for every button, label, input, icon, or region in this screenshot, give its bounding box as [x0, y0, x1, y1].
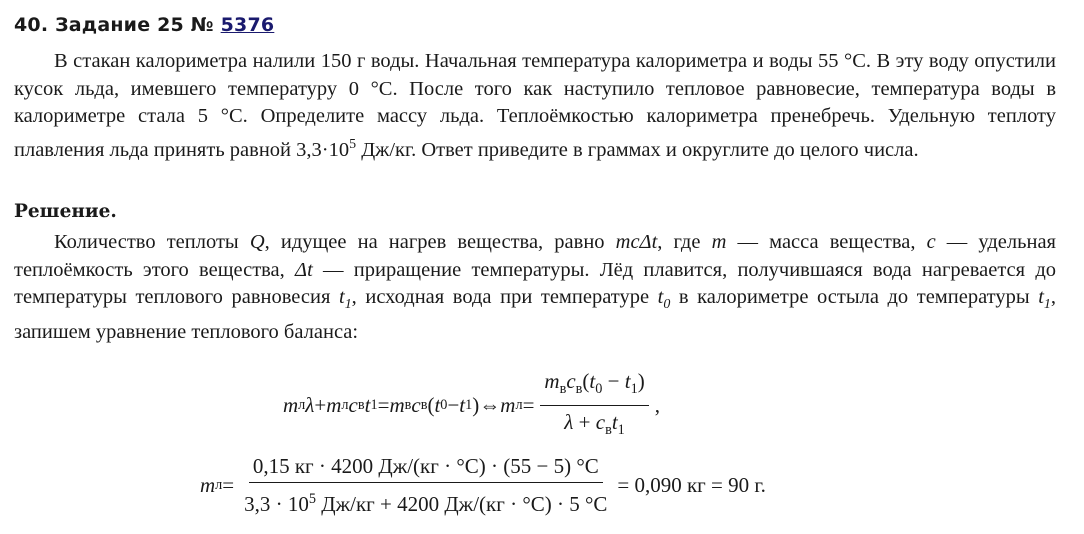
solution-text-6: — приращение температуры. Лёд плавится, получившаяся вода нагревается до температуры теплового равновесия: [14, 258, 1056, 308]
math-t0: $t_0$: [657, 286, 671, 313]
solution-text-2: , идущее на нагрев вещества, равно: [264, 231, 616, 253]
task-header-prefix: 40. Задание 25 №: [14, 14, 221, 36]
solution-text-4: — масса вещества,: [726, 231, 927, 253]
formula2-denominator: $3,3 \cdot 10^5$ Дж/кг + 4200 Дж/(кг · °C) · 5 °C: [244, 491, 608, 516]
problem-text-part-1: В стакан калориметра налили 150 г воды. Начальная температура калориметра и воды 55 °C. В эту воду опустили кусок льда, имевшего температуру 0 °C. После того как наступило тепловое равновесие, температура воды в калориметре стала 5 °C. Определите массу льда. Теплоёмкостью калориметра пренебречь. Удельную теплоту плавления льда принять равной 3,3·10: [14, 50, 1056, 161]
math-dt: Δt: [295, 258, 313, 281]
solution-text-5: — удельная теплоёмкость этого вещества,: [14, 231, 1056, 281]
problem-statement: [14, 48, 1056, 164]
heat-balance-formula: m л λ + m л c в t 1 = m в c в ( t 0 − t 1 ) ⇔ m л = $\frac{m_вc_в(t_0 - t_1)}{\lambda + c_вt_1}$ ,: [283, 368, 660, 443]
problem-exponent: 5: [349, 136, 357, 152]
solution-text: [14, 229, 1056, 346]
formula2-fraction: [240, 453, 611, 517]
problem-text-part-2: Дж/кг. Ответ приведите в граммах и округлите до целого числа.: [356, 138, 919, 161]
math-mcdt: mcΔt: [615, 231, 658, 253]
solution-title: Решение.: [14, 201, 117, 222]
formula2-result: = 0,090 кг = 90 г.: [617, 472, 766, 497]
math-t1-b: $t_1$: [1038, 286, 1051, 313]
math-c: c: [926, 231, 936, 253]
math-t1: $t_1$: [338, 286, 352, 313]
formula2-numerator: 0,15 кг · 4200 Дж/(кг · °C) · (55 − 5) °C: [249, 453, 603, 483]
task-header: [14, 14, 274, 36]
task-number-link[interactable]: 5376: [220, 14, 275, 36]
solution-text-9: , запишем уравнение теплового баланса:: [14, 286, 1057, 343]
numeric-calculation-formula: m л = $\frac{0,15 кг \cdot 4200 Дж/(кг \cdot ^\circ C) \cdot (55 - 5) ^\circ C}{3,3 \cdot 10^5 Дж/кг + 4200 Дж/(кг \cdot ^\circ C) \cdot 5 ^\circ C}$ = 0,090 кг = 90 г.: [200, 454, 766, 516]
formula1-fraction: $\frac{m_вc_в(t_0 - t_1)}{\lambda + c_вt_1}$: [540, 368, 648, 443]
solution-text-1: Количество теплоты: [54, 231, 250, 253]
math-Q: Q: [249, 231, 265, 253]
math-m: m: [711, 231, 727, 253]
solution-text-3: , где: [657, 231, 712, 253]
solution-text-7: , исходная вода при температуре: [351, 286, 658, 308]
solution-text-8: в калориметре остыла до температуры: [670, 286, 1039, 308]
